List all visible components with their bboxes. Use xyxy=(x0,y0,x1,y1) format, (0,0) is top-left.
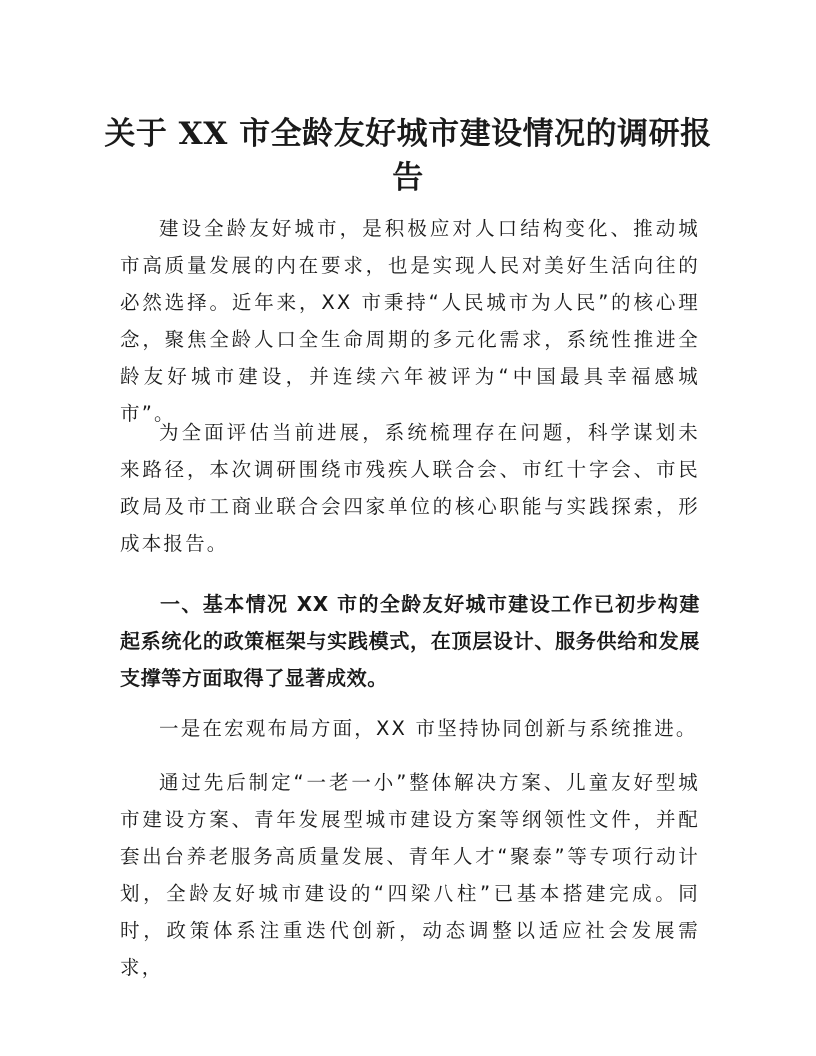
purpose-paragraph: 为全面评估当前进展，系统梳理存在问题，科学谋划未来路径，本次调研围绕市残疾人联合会、市红十字会、市民政局及市工商业联合会四家单位的核心职能与实践探索，形成本报告。 xyxy=(120,421,700,555)
section-heading: 一、基本情况 XX 市的全龄友好城市建设工作已初步构建起系统化的政策框架与实践模式，在顶层设计、服务供给和发展支撑等方面取得了显著成效。 xyxy=(120,592,700,690)
subsection-line: 一是在宏观布局方面，XX 市坚持协同创新与系统推进。 xyxy=(159,717,698,740)
policy-paragraph: 通过先后制定“一老一小”整体解决方案、儿童友好型城市建设方案、青年发展型城市建设方案等纲领性文件，并配套出台养老服务高质量发展、青年人才“聚泰”等专项行动计划，全龄友好城市建设的“四梁八柱”已基本搭建完成。同时，政策体系注重迭代创新，动态调整以适应社会发展需求， xyxy=(120,771,700,979)
document-title: 关于 XX 市全龄友好城市建设情况的调研报告 xyxy=(104,116,712,196)
intro-paragraph: 建设全龄友好城市，是积极应对人口结构变化、推动城市高质量发展的内在要求，也是实现人民对美好生活向往的必然选择。近年来，XX 市秉持“人民城市为人民”的核心理念，聚焦全龄人口全生命周期的多元化需求，系统性推进全龄友好城市建设，并连续六年被评为“中国最具幸福感城市”。 xyxy=(120,217,700,425)
